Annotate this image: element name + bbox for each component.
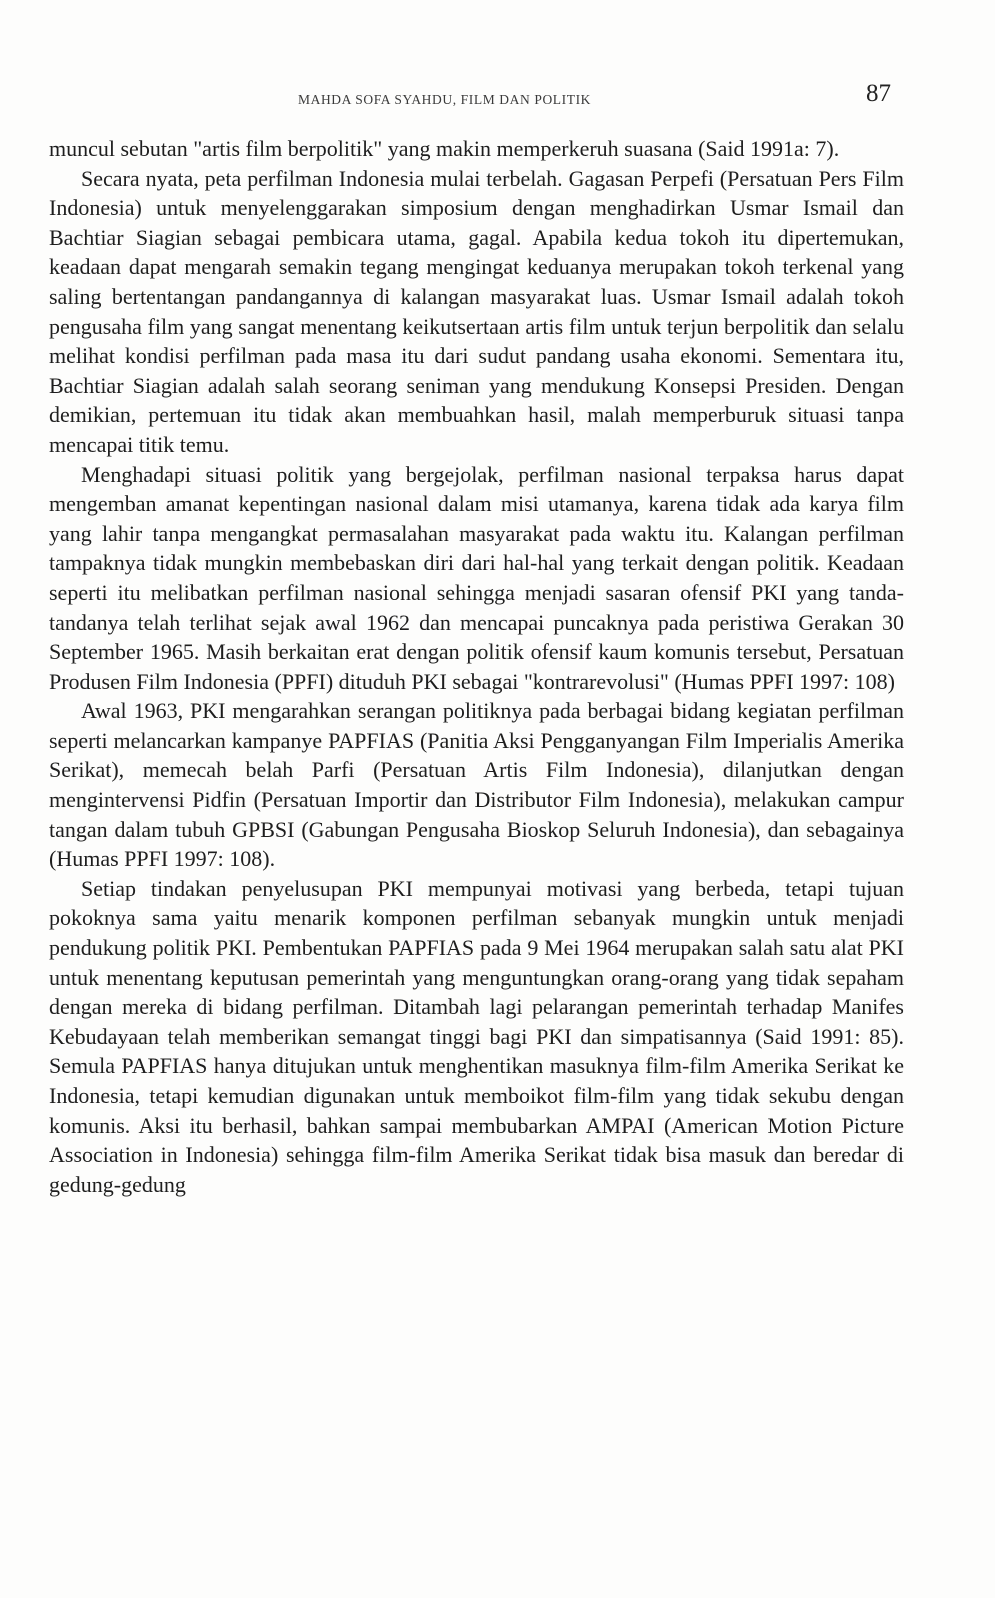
paragraph: muncul sebutan "artis film berpolitik" yang makin memperkeruh suasana (Said 1991a: 7). [49, 136, 840, 161]
running-head: MAHDA SOFA SYAHDU, FILM DAN POLITIK [298, 92, 592, 107]
paragraph: Awal 1963, PKI mengarahkan serangan politiknya pada berbagai bidang kegiatan perfilman seperti melancarkan kampanye PAPFIAS (Panitia Aksi Pengganyangan Film Imperialis Amerika Serikat), memecah belah Parfi (Persatuan Artis Film Indonesia), dilanjutkan dengan mengintervensi Pidfin (Persatuan Importir dan Distributor Film Indonesia), melakukan campur tangan dalam tubuh GPBSI (Gabungan Pengusaha Bioskop Seluruh Indonesia), dan sebagainya (Humas PPFI 1997: 108). [49, 698, 904, 872]
paragraph: Menghadapi situasi politik yang bergejolak, perfilman nasional terpaksa harus dapat mengemban amanat kepentingan nasional dalam misi utamanya, karena tidak ada karya film yang lahir tanpa mengangkat permasalahan masyarakat pada waktu itu. Kalangan perfilman tampaknya tidak mungkin membebaskan diri dari hal-hal yang terkait dengan politik. Keadaan seperti itu melibatkan perfilman nasional sehingga menjadi sasaran ofensif PKI yang tanda-tandanya telah terlihat sejak awal 1962 dan mencapai puncaknya pada peristiwa Gerakan 30 September 1965. Masih berkaitan erat dengan politik ofensif kaum komunis tersebut, Persatuan Produsen Film Indonesia (PPFI) dituduh PKI sebagai "kontrarevolusi" (Humas PPFI 1997: 108) [49, 461, 904, 694]
body-text [49, 134, 904, 1199]
paragraph: Secara nyata, peta perfilman Indonesia mulai terbelah. Gagasan Perpefi (Persatuan Pers Film Indonesia) untuk menyelenggarakan simposium dengan menghadirkan Usmar Ismail dan Bachtiar Siagian sebagai pembicara utama, gagal. Apabila kedua tokoh itu dipertemukan, keadaan dapat mengarah semakin tegang mengingat keduanya merupakan tokoh terkenal yang saling bertentangan pandangannya di kalangan masyarakat luas. Usmar Ismail adalah tokoh pengusaha film yang sangat menentang keikutsertaan artis film untuk terjun berpolitik dan selalu melihat kondisi perfilman pada masa itu dari sudut pandang usaha ekonomi. Sementara itu, Bachtiar Siagian adalah salah seorang seniman yang mendukung Konsepsi Presiden. Dengan demikian, pertemuan itu tidak akan membuahkan hasil, malah memperburuk situasi tanpa mencapai titik temu. [49, 165, 904, 457]
paragraph: Setiap tindakan penyelusupan PKI mempunyai motivasi yang berbeda, tetapi tujuan pokoknya sama yaitu menarik komponen perfilman sebanyak mungkin untuk menjadi pendukung politik PKI. Pembentukan PAPFIAS pada 9 Mei 1964 merupakan salah satu alat PKI untuk menentang keputusan pemerintah yang menguntungkan orang-orang yang tidak sepaham dengan mereka di bidang perfilman. Ditambah lagi pelarangan pemerintah terhadap Manifes Kebudayaan telah memberikan semangat tinggi bagi PKI dan simpatisannya (Said 1991: 85). Semula PAPFIAS hanya ditujukan untuk menghentikan masuknya film-film Amerika Serikat ke Indonesia, tetapi kemudian digunakan untuk memboikot film-film yang tidak sekubu dengan komunis. Aksi itu berhasil, bahkan sampai membubarkan AMPAI (American Motion Picture Association in Indonesia) sehingga film-film Amerika Serikat tidak bisa masuk dan beredar di gedung-gedung [49, 875, 904, 1197]
page-number: 87 [866, 80, 891, 107]
